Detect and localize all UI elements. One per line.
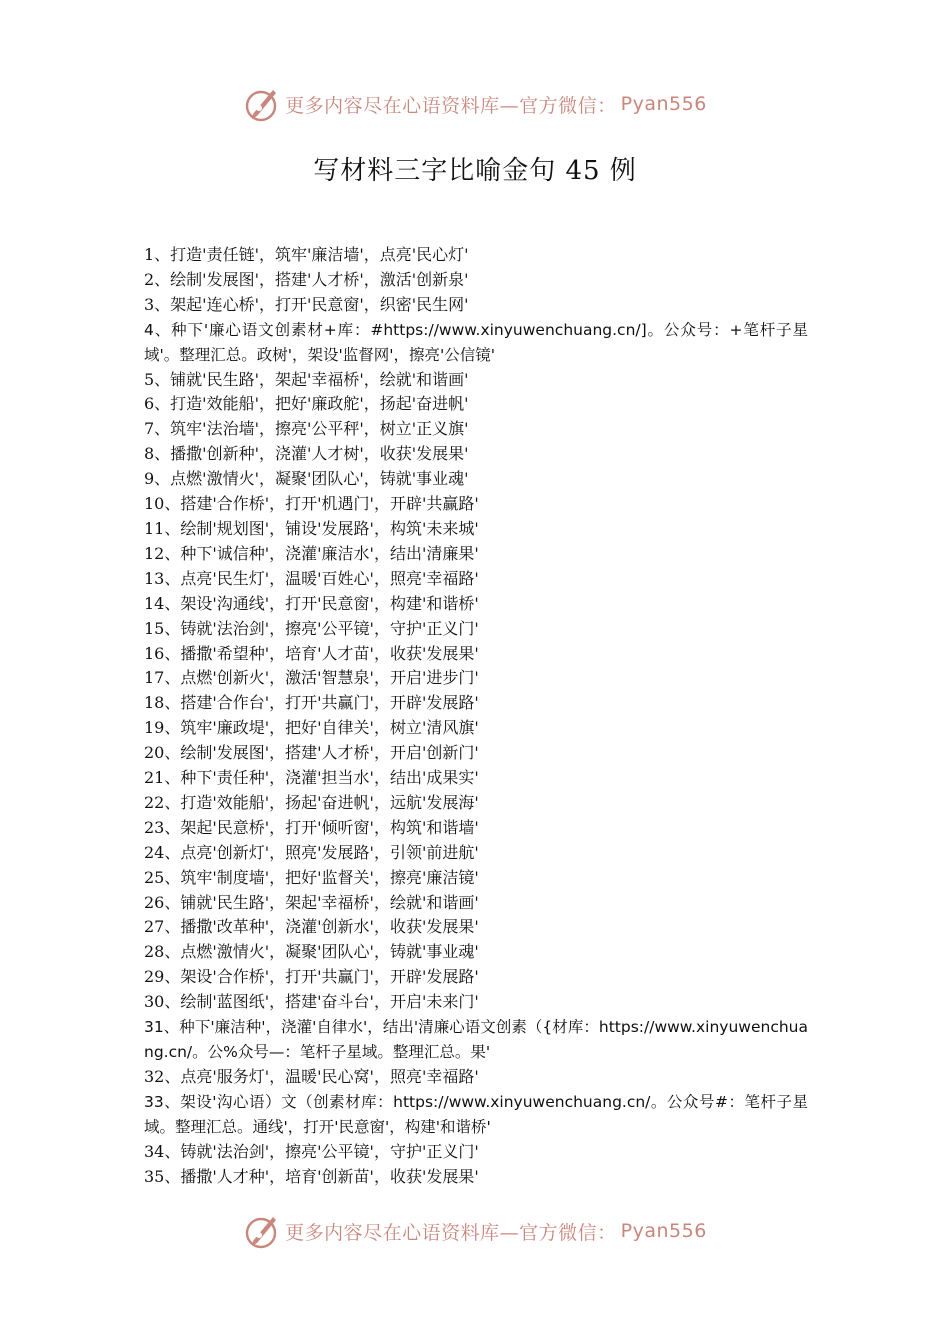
list-item: 11、绘制'规划图'，铺设'发展路'，构筑'未来城' bbox=[144, 518, 479, 538]
banner-wechat-id: Pyan556 bbox=[620, 93, 707, 115]
list-item: 9、点燃'激情火'，凝聚'团队心'，铸就'事业魂' bbox=[144, 469, 469, 489]
list-item: 3、架起'连心桥'，打开'民意窗'，织密'民生网' bbox=[144, 294, 469, 314]
list-item: 16、播撒'希望种'，培育'人才苗'，收获'发展果' bbox=[144, 643, 479, 663]
list-item: 7、筑牢'法治墙'，擦亮'公平秤'，树立'正义旗' bbox=[144, 419, 469, 439]
page-title: 写材料三字比喻金句 45 例 bbox=[313, 156, 637, 186]
list-item: 15、铸就'法治剑'，擦亮'公平镜'，守护'正义门' bbox=[144, 618, 479, 638]
list-item: 31、种下'廉洁种'，浇灌'自律水'，结出'清廉心语文创素（{材库：https://www.xinyuwenchuang.cn/。公%众号—：笔杆子星域。整理汇总。果' bbox=[144, 1018, 808, 1061]
list-item: 13、点亮'民生灯'，温暖'百姓心'，照亮'幸福路' bbox=[144, 568, 479, 588]
list-item: 5、铺就'民生路'，架起'幸福桥'，绘就'和谐画' bbox=[144, 369, 469, 389]
banner-text: 更多内容尽在心语资料库—官方微信： bbox=[285, 94, 617, 117]
list-item: 34、铸就'法治剑'，擦亮'公平镜'，守护'正义门' bbox=[144, 1141, 479, 1161]
footer-banner bbox=[0, 1211, 950, 1251]
list-item: 22、打造'效能船'，扬起'奋进帆'，远航'发展海' bbox=[144, 792, 479, 812]
list-item: 12、种下'诚信种'，浇灌'廉洁水'，结出'清廉果' bbox=[144, 543, 479, 563]
quill-logo-icon bbox=[243, 84, 283, 124]
list-item: 18、搭建'合作台'，打开'共赢门'，开辟'发展路' bbox=[144, 693, 479, 713]
list-item: 32、点亮'服务灯'，温暖'民心窝'，照亮'幸福路' bbox=[144, 1066, 479, 1086]
document-body bbox=[144, 243, 808, 1189]
banner-text: 更多内容尽在心语资料库—官方微信： bbox=[285, 1221, 617, 1244]
list-item: 29、架设'合作桥'，打开'共赢门'，开辟'发展路' bbox=[144, 967, 479, 987]
list-item: 26、铺就'民生路'，架起'幸福桥'，绘就'和谐画' bbox=[144, 892, 479, 912]
list-item: 23、架起'民意桥'，打开'倾听窗'，构筑'和谐墙' bbox=[144, 817, 479, 837]
list-item: 6、打造'效能船'，把好'廉政舵'，扬起'奋进帆' bbox=[144, 394, 469, 414]
list-item: 28、点燃'激情火'，凝聚'团队心'，铸就'事业魂' bbox=[144, 942, 479, 962]
quill-logo-icon bbox=[243, 1211, 283, 1251]
banner-wechat-id: Pyan556 bbox=[620, 1220, 707, 1242]
list-item: 24、点亮'创新灯'，照亮'发展路'，引领'前进航' bbox=[144, 842, 479, 862]
list-item: 1、打造'责任链'，筑牢'廉洁墙'，点亮'民心灯' bbox=[144, 245, 469, 264]
list-item: 20、绘制'发展图'，搭建'人才桥'，开启'创新门' bbox=[144, 743, 479, 763]
list-item: 8、播撒'创新种'，浇灌'人才树'，收获'发展果' bbox=[144, 444, 469, 464]
header-banner bbox=[0, 84, 950, 124]
list-item: 21、种下'责任种'，浇灌'担当水'，结出'成果实' bbox=[144, 768, 479, 788]
list-item: 33、架设'沟心语）文（创素材库：https://www.xinyuwenchuang.cn/。公众号#：笔杆子星域。整理汇总。通线'，打开'民意窗'，构建'和谐桥' bbox=[144, 1092, 808, 1136]
list-item: 30、绘制'蓝图纸'，搭建'奋斗台'，开启'未来门' bbox=[144, 992, 479, 1012]
list-item: 4、种下'廉心语文创素材+库：#https://www.xinyuwenchuang.cn/]。公众号：+笔杆子星域'。整理汇总。政树'，架设'监督网'，擦亮'公信镜' bbox=[144, 320, 808, 364]
list-item: 19、筑牢'廉政堤'，把好'自律关'，树立'清风旗' bbox=[144, 718, 479, 738]
list-item: 25、筑牢'制度墙'，把好'监督关'，擦亮'廉洁镜' bbox=[144, 867, 479, 887]
list-item: 2、绘制'发展图'，搭建'人才桥'，激活'创新泉' bbox=[144, 269, 469, 289]
list-item: 17、点燃'创新火'，激活'智慧泉'，开启'进步门' bbox=[144, 668, 479, 688]
list-item: 10、搭建'合作桥'，打开'机遇门'，开辟'共赢路' bbox=[144, 494, 479, 514]
list-item: 14、架设'沟通线'，打开'民意窗'，构建'和谐桥' bbox=[144, 593, 479, 613]
list-item: 35、播撒'人才种'，培育'创新苗'，收获'发展果' bbox=[144, 1166, 479, 1186]
list-item: 27、播撒'改革种'，浇灌'创新水'，收获'发展果' bbox=[144, 917, 479, 937]
